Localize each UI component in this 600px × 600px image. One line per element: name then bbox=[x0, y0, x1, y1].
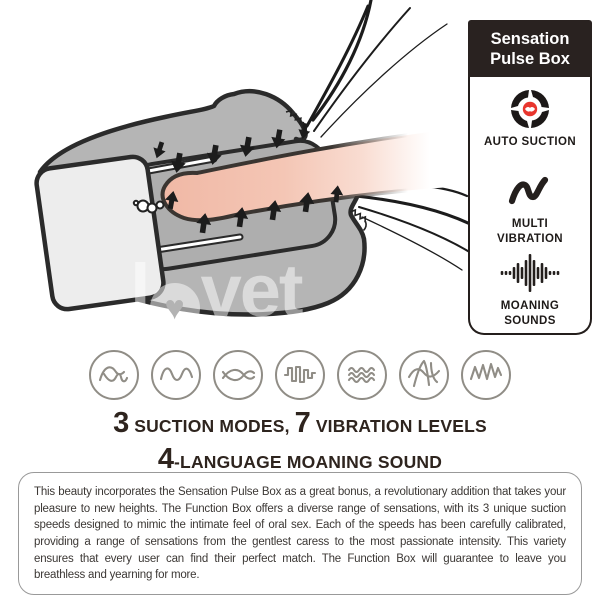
vibration-modes-row bbox=[0, 350, 600, 400]
headline bbox=[0, 407, 600, 479]
feature-panel-title: Sensation Pulse Box bbox=[468, 20, 592, 77]
double-hump-wave-icon bbox=[151, 350, 201, 400]
language-count: 4 bbox=[157, 443, 175, 475]
end-cap bbox=[35, 155, 166, 311]
multi-vibration-wave-icon bbox=[507, 169, 553, 213]
description-box bbox=[18, 472, 582, 595]
moaning-sounds-soundwave-icon bbox=[499, 251, 561, 295]
feature-moaning-sounds bbox=[478, 251, 582, 331]
suction-modes-text: SUCTION MODES, bbox=[134, 416, 290, 436]
suction-modes-count: 3 bbox=[113, 407, 130, 439]
feature-label: MOANING SOUNDS bbox=[500, 300, 560, 328]
vibration-levels-text: VIBRATION LEVELS bbox=[315, 416, 487, 436]
watermark-text: l bbox=[130, 249, 149, 332]
crossing-waves-icon bbox=[213, 350, 263, 400]
overlapping-waves-icon bbox=[399, 350, 449, 400]
feature-panel-body bbox=[468, 77, 592, 335]
vibration-levels-count: 7 bbox=[294, 407, 311, 439]
pulse-square-wave-icon bbox=[275, 350, 325, 400]
language-text: -LANGUAGE MOANING SOUND bbox=[174, 452, 443, 472]
wave-curl-icon bbox=[89, 350, 139, 400]
feature-multi-vibration bbox=[478, 169, 582, 249]
description-text: This beauty incorporates the Sensation Pulse Box as a great bonus, a revolutionary addition that takes your pleasure to new heights. The Function Box offers a diverse range of sensations, with its 3 unique suction speeds designed to mimic the intimate feel of oral sex. Each of the speeds has been carefully calibrated, providing a range of sensations from the gentlest caress to the most passionate intensity. This variety ensures that every user can find their perfect match. The Function Box will guarantee to leave you breathless and yearning for more. bbox=[34, 486, 566, 582]
auto-suction-swirl-icon bbox=[508, 87, 552, 131]
triple-ripple-icon bbox=[337, 350, 387, 400]
feature-panel bbox=[468, 20, 592, 335]
headline-line-1 bbox=[0, 407, 600, 444]
feature-label: AUTO SUCTION bbox=[483, 136, 577, 149]
feature-auto-suction bbox=[478, 87, 582, 167]
watermark-heart-icon: ♥ bbox=[164, 289, 185, 327]
sharp-zigzag-icon bbox=[461, 350, 511, 400]
feature-label: MULTI VIBRATION bbox=[497, 218, 563, 246]
watermark-text: vet bbox=[200, 249, 302, 332]
